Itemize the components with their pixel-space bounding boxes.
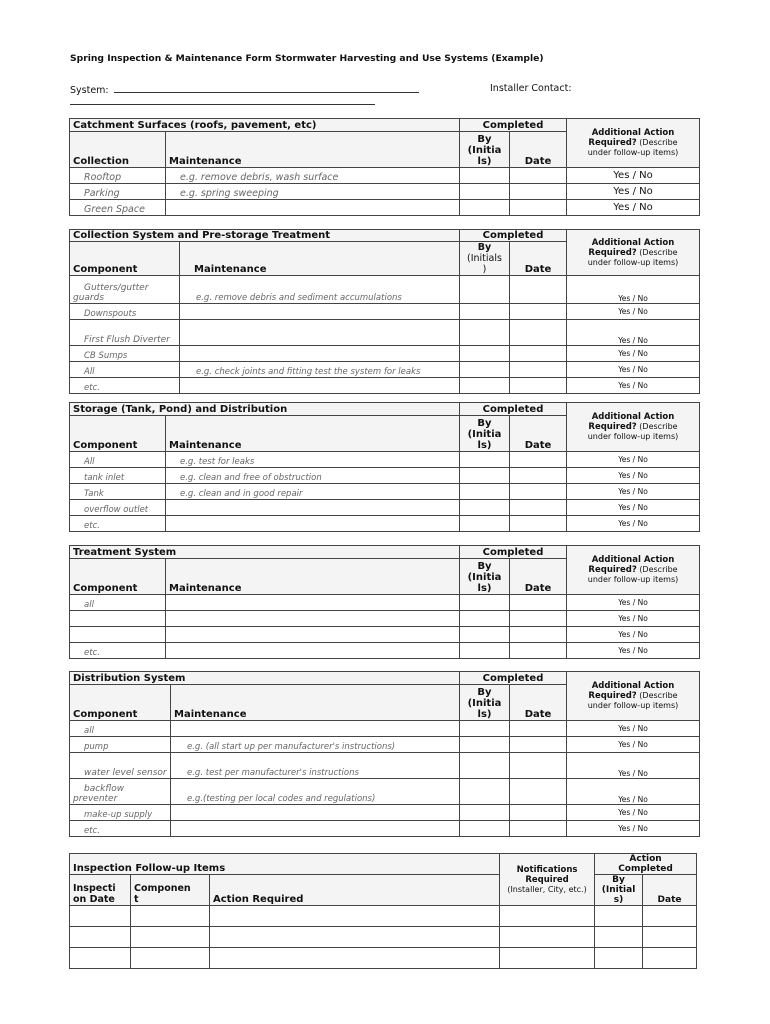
by-cell[interactable] <box>460 500 510 516</box>
action-required-col-header: Action Required <box>210 875 500 906</box>
component-cell: Parking <box>70 184 166 200</box>
component-col-header: Component <box>70 559 166 595</box>
date-cell[interactable] <box>510 304 567 320</box>
date-cell[interactable] <box>510 346 567 362</box>
table-row <box>70 168 700 184</box>
inspection-date-col-header: Inspecti on Date <box>70 875 131 906</box>
yes-no-cell[interactable]: Yes / No <box>567 320 700 346</box>
table-row <box>70 948 697 969</box>
followup-cell[interactable] <box>500 927 595 948</box>
maintenance-cell[interactable] <box>180 320 460 346</box>
component-cell: make-up supply <box>70 805 171 821</box>
maintenance-cell[interactable]: e.g. remove debris and sediment accumulations <box>180 276 460 304</box>
table-row <box>70 611 700 627</box>
date-cell[interactable] <box>510 516 567 532</box>
component-cell: overflow outlet <box>70 500 166 516</box>
date-cell[interactable] <box>510 484 567 500</box>
date-header: Date <box>510 242 567 276</box>
by-cell[interactable] <box>460 779 510 805</box>
by-cell[interactable] <box>460 595 510 611</box>
by-cell[interactable] <box>460 362 510 378</box>
maintenance-col-header: Maintenance <box>166 416 460 452</box>
yes-no-cell[interactable]: Yes / No <box>567 721 700 737</box>
date-cell[interactable] <box>510 821 567 837</box>
additional-action-header: Additional Action Required? (Describe under follow-up items) <box>567 546 700 595</box>
by-cell[interactable] <box>460 627 510 643</box>
by-initials-header: By (Initia ls) <box>460 685 510 721</box>
date-cell[interactable] <box>510 452 567 468</box>
followup-cell[interactable] <box>595 948 643 969</box>
maintenance-cell[interactable]: e.g. check joints and fitting test the system for leaks <box>180 362 460 378</box>
action-completed-header: Action Completed <box>595 854 697 875</box>
component-cell: All <box>70 362 180 378</box>
system-input-line[interactable] <box>114 83 419 93</box>
by-cell[interactable] <box>460 468 510 484</box>
followup-cell[interactable] <box>643 906 697 927</box>
maintenance-col-header: Maintenance <box>171 685 460 721</box>
by-cell[interactable] <box>460 184 510 200</box>
component-cell: etc. <box>70 821 171 837</box>
completed-header: Completed <box>460 230 567 242</box>
followup-cell[interactable] <box>595 927 643 948</box>
by-cell[interactable] <box>460 805 510 821</box>
completed-header: Completed <box>460 546 567 559</box>
by-cell[interactable] <box>460 276 510 304</box>
maintenance-cell[interactable]: e.g. remove debris, wash surface <box>166 168 460 184</box>
date-cell[interactable] <box>510 500 567 516</box>
maintenance-col-header: Maintenance <box>166 559 460 595</box>
component-cell: all <box>70 721 171 737</box>
date-cell[interactable] <box>510 378 567 394</box>
date-cell[interactable] <box>510 805 567 821</box>
yes-no-cell[interactable]: Yes / No <box>567 276 700 304</box>
table-row <box>70 378 700 394</box>
maintenance-cell[interactable] <box>171 721 460 737</box>
followup-cell[interactable] <box>131 906 210 927</box>
followup-cell[interactable] <box>500 906 595 927</box>
date-cell[interactable] <box>510 362 567 378</box>
component-cell: etc. <box>70 378 180 394</box>
date-cell[interactable] <box>510 611 567 627</box>
followup-cell[interactable] <box>595 906 643 927</box>
table-row <box>70 643 700 659</box>
maintenance-cell[interactable]: e.g. clean and free of obstruction <box>166 468 460 484</box>
date-cell[interactable] <box>510 168 567 184</box>
system-label: System: <box>70 85 109 96</box>
yes-no-cell[interactable]: Yes / No <box>567 779 700 805</box>
component-cell: all <box>70 595 166 611</box>
installer-contact-label: Installer Contact: <box>490 83 572 94</box>
component-cell: All <box>70 452 166 468</box>
component-cell: etc. <box>70 643 166 659</box>
maintenance-cell[interactable] <box>166 627 460 643</box>
by-cell[interactable] <box>460 378 510 394</box>
catchment-table <box>69 118 700 216</box>
treatment-table <box>69 545 700 659</box>
table-row <box>70 320 700 346</box>
date-cell[interactable] <box>510 184 567 200</box>
followup-cell[interactable] <box>70 927 131 948</box>
by-cell[interactable] <box>460 200 510 216</box>
maintenance-col-header: Maintenance <box>166 132 460 168</box>
maintenance-cell[interactable] <box>166 611 460 627</box>
by-cell[interactable] <box>460 346 510 362</box>
component-cell: etc. <box>70 516 166 532</box>
by-initials-header: By (Initia ls) <box>460 416 510 452</box>
by-cell[interactable] <box>460 452 510 468</box>
table-row <box>70 753 700 779</box>
yes-no-cell[interactable]: Yes / No <box>567 452 700 468</box>
yes-no-cell[interactable]: Yes / No <box>567 184 700 200</box>
maintenance-cell[interactable] <box>166 643 460 659</box>
storage-table <box>69 402 700 532</box>
component-cell: Tank <box>70 484 166 500</box>
completed-header: Completed <box>460 403 567 416</box>
component-cell <box>70 627 166 643</box>
date-cell[interactable] <box>510 779 567 805</box>
maintenance-cell[interactable]: e.g. spring sweeping <box>166 184 460 200</box>
followup-cell[interactable] <box>210 948 500 969</box>
component-col-header: Component <box>70 242 180 276</box>
yes-no-cell[interactable]: Yes / No <box>567 753 700 779</box>
component-cell: water level sensor <box>70 753 171 779</box>
completed-header: Completed <box>460 672 567 685</box>
date-header: Date <box>510 132 567 168</box>
followup-cell[interactable] <box>131 948 210 969</box>
by-cell[interactable] <box>460 516 510 532</box>
treatment-title: Treatment System <box>70 546 460 559</box>
by-cell[interactable] <box>460 643 510 659</box>
table-row <box>70 821 700 837</box>
table-row <box>70 779 700 805</box>
component-col-header: Componen t <box>131 875 210 906</box>
collection-title: Collection System and Pre-storage Treatment <box>70 230 460 242</box>
component-cell: Rooftop <box>70 168 166 184</box>
followup-cell[interactable] <box>500 948 595 969</box>
date-cell[interactable] <box>510 468 567 484</box>
component-col-header: Component <box>70 685 171 721</box>
maintenance-cell[interactable] <box>171 805 460 821</box>
maintenance-col-header: Maintenance <box>180 242 460 276</box>
distribution-title: Distribution System <box>70 672 460 685</box>
table-row <box>70 452 700 468</box>
followup-cell[interactable] <box>70 906 131 927</box>
followup-cell[interactable] <box>131 927 210 948</box>
followup-table <box>69 853 697 969</box>
followup-cell[interactable] <box>70 948 131 969</box>
catchment-title: Catchment Surfaces (roofs, pavement, etc) <box>70 119 460 132</box>
yes-no-cell[interactable]: Yes / No <box>567 643 700 659</box>
table-row <box>70 304 700 320</box>
by-initials-header: By (Initia ls) <box>460 559 510 595</box>
yes-no-cell[interactable]: Yes / No <box>567 611 700 627</box>
followup-cell[interactable] <box>643 948 697 969</box>
maintenance-cell[interactable] <box>180 346 460 362</box>
date-cell[interactable] <box>510 200 567 216</box>
date-header: Date <box>643 875 697 906</box>
system-field <box>70 83 419 96</box>
component-cell: pump <box>70 737 171 753</box>
yes-no-cell[interactable]: Yes / No <box>567 500 700 516</box>
by-cell[interactable] <box>460 721 510 737</box>
by-initials-header: By (Initials ) <box>460 242 510 276</box>
yes-no-cell[interactable]: Yes / No <box>567 468 700 484</box>
component-cell: backflow preventer <box>70 779 171 805</box>
maintenance-cell[interactable] <box>166 516 460 532</box>
date-header: Date <box>510 685 567 721</box>
component-col-header: Component <box>70 416 166 452</box>
table-row <box>70 484 700 500</box>
yes-no-cell[interactable]: Yes / No <box>567 737 700 753</box>
followup-cell[interactable] <box>210 906 500 927</box>
maintenance-cell[interactable] <box>180 304 460 320</box>
table-row <box>70 468 700 484</box>
by-cell[interactable] <box>460 320 510 346</box>
by-cell[interactable] <box>460 737 510 753</box>
date-cell[interactable] <box>510 721 567 737</box>
date-cell[interactable] <box>510 595 567 611</box>
table-row <box>70 362 700 378</box>
additional-action-header: Additional Action Required? (Describe under follow-up items) <box>567 403 700 452</box>
component-cell: CB Sumps <box>70 346 180 362</box>
additional-action-header: Additional Action Required? (Describe under follow-up items) <box>567 230 700 276</box>
additional-action-header: Additional Action Required? (Describe under follow-up items) <box>567 119 700 168</box>
yes-no-cell[interactable]: Yes / No <box>567 627 700 643</box>
yes-no-cell[interactable]: Yes / No <box>567 595 700 611</box>
collection-system-table <box>69 229 700 394</box>
by-cell[interactable] <box>460 484 510 500</box>
maintenance-cell[interactable]: e.g. test per manufacturer's instructions <box>171 753 460 779</box>
by-initials-header: By (Initial s) <box>595 875 643 906</box>
followup-cell[interactable] <box>210 927 500 948</box>
yes-no-cell[interactable]: Yes / No <box>567 362 700 378</box>
component-cell: Downspouts <box>70 304 180 320</box>
yes-no-cell[interactable]: Yes / No <box>567 484 700 500</box>
table-row <box>70 200 700 216</box>
component-cell <box>70 611 166 627</box>
yes-no-cell[interactable]: Yes / No <box>567 805 700 821</box>
date-header: Date <box>510 416 567 452</box>
table-row <box>70 595 700 611</box>
table-row <box>70 346 700 362</box>
by-cell[interactable] <box>460 611 510 627</box>
by-cell[interactable] <box>460 304 510 320</box>
table-row <box>70 516 700 532</box>
component-cell: Green Space <box>70 200 166 216</box>
maintenance-cell[interactable] <box>166 595 460 611</box>
table-row <box>70 927 697 948</box>
component-cell: tank inlet <box>70 468 166 484</box>
maintenance-cell[interactable] <box>180 378 460 394</box>
by-cell[interactable] <box>460 168 510 184</box>
collection-col-header: Collection <box>70 132 166 168</box>
maintenance-cell[interactable] <box>171 821 460 837</box>
by-initials-header: By (Initia ls) <box>460 132 510 168</box>
additional-action-header: Additional Action Required? (Describe under follow-up items) <box>567 672 700 721</box>
maintenance-cell[interactable]: e.g. test for leaks <box>166 452 460 468</box>
maintenance-cell[interactable]: e.g. (all start up per manufacturer's instructions) <box>171 737 460 753</box>
by-cell[interactable] <box>460 821 510 837</box>
date-cell[interactable] <box>510 643 567 659</box>
distribution-table <box>69 671 700 837</box>
maintenance-cell[interactable] <box>166 200 460 216</box>
table-row <box>70 737 700 753</box>
followup-title: Inspection Follow-up Items <box>70 854 500 875</box>
date-cell[interactable] <box>510 737 567 753</box>
storage-title: Storage (Tank, Pond) and Distribution <box>70 403 460 416</box>
yes-no-cell[interactable]: Yes / No <box>567 304 700 320</box>
notifications-header: Notifications Required (Installer, City, etc.) <box>500 854 595 906</box>
yes-no-cell[interactable]: Yes / No <box>567 200 700 216</box>
by-cell[interactable] <box>460 753 510 779</box>
table-row <box>70 184 700 200</box>
date-header: Date <box>510 559 567 595</box>
yes-no-cell[interactable]: Yes / No <box>567 168 700 184</box>
component-cell: Gutters/gutter guards <box>70 276 180 304</box>
maintenance-cell[interactable] <box>166 500 460 516</box>
system-input-line-2[interactable] <box>70 104 375 105</box>
maintenance-cell[interactable]: e.g.(testing per local codes and regulations) <box>171 779 460 805</box>
table-row <box>70 906 697 927</box>
page-title: Spring Inspection & Maintenance Form Stormwater Harvesting and Use Systems (Example) <box>70 53 544 64</box>
completed-header: Completed <box>460 119 567 132</box>
yes-no-cell[interactable]: Yes / No <box>567 821 700 837</box>
yes-no-cell[interactable]: Yes / No <box>567 378 700 394</box>
date-cell[interactable] <box>510 276 567 304</box>
yes-no-cell[interactable]: Yes / No <box>567 516 700 532</box>
date-cell[interactable] <box>510 753 567 779</box>
followup-cell[interactable] <box>643 927 697 948</box>
yes-no-cell[interactable]: Yes / No <box>567 346 700 362</box>
component-cell: First Flush Diverter <box>70 320 180 346</box>
table-row <box>70 500 700 516</box>
table-row <box>70 805 700 821</box>
table-row <box>70 721 700 737</box>
maintenance-cell[interactable]: e.g. clean and in good repair <box>166 484 460 500</box>
table-row <box>70 276 700 304</box>
date-cell[interactable] <box>510 320 567 346</box>
date-cell[interactable] <box>510 627 567 643</box>
table-row <box>70 627 700 643</box>
